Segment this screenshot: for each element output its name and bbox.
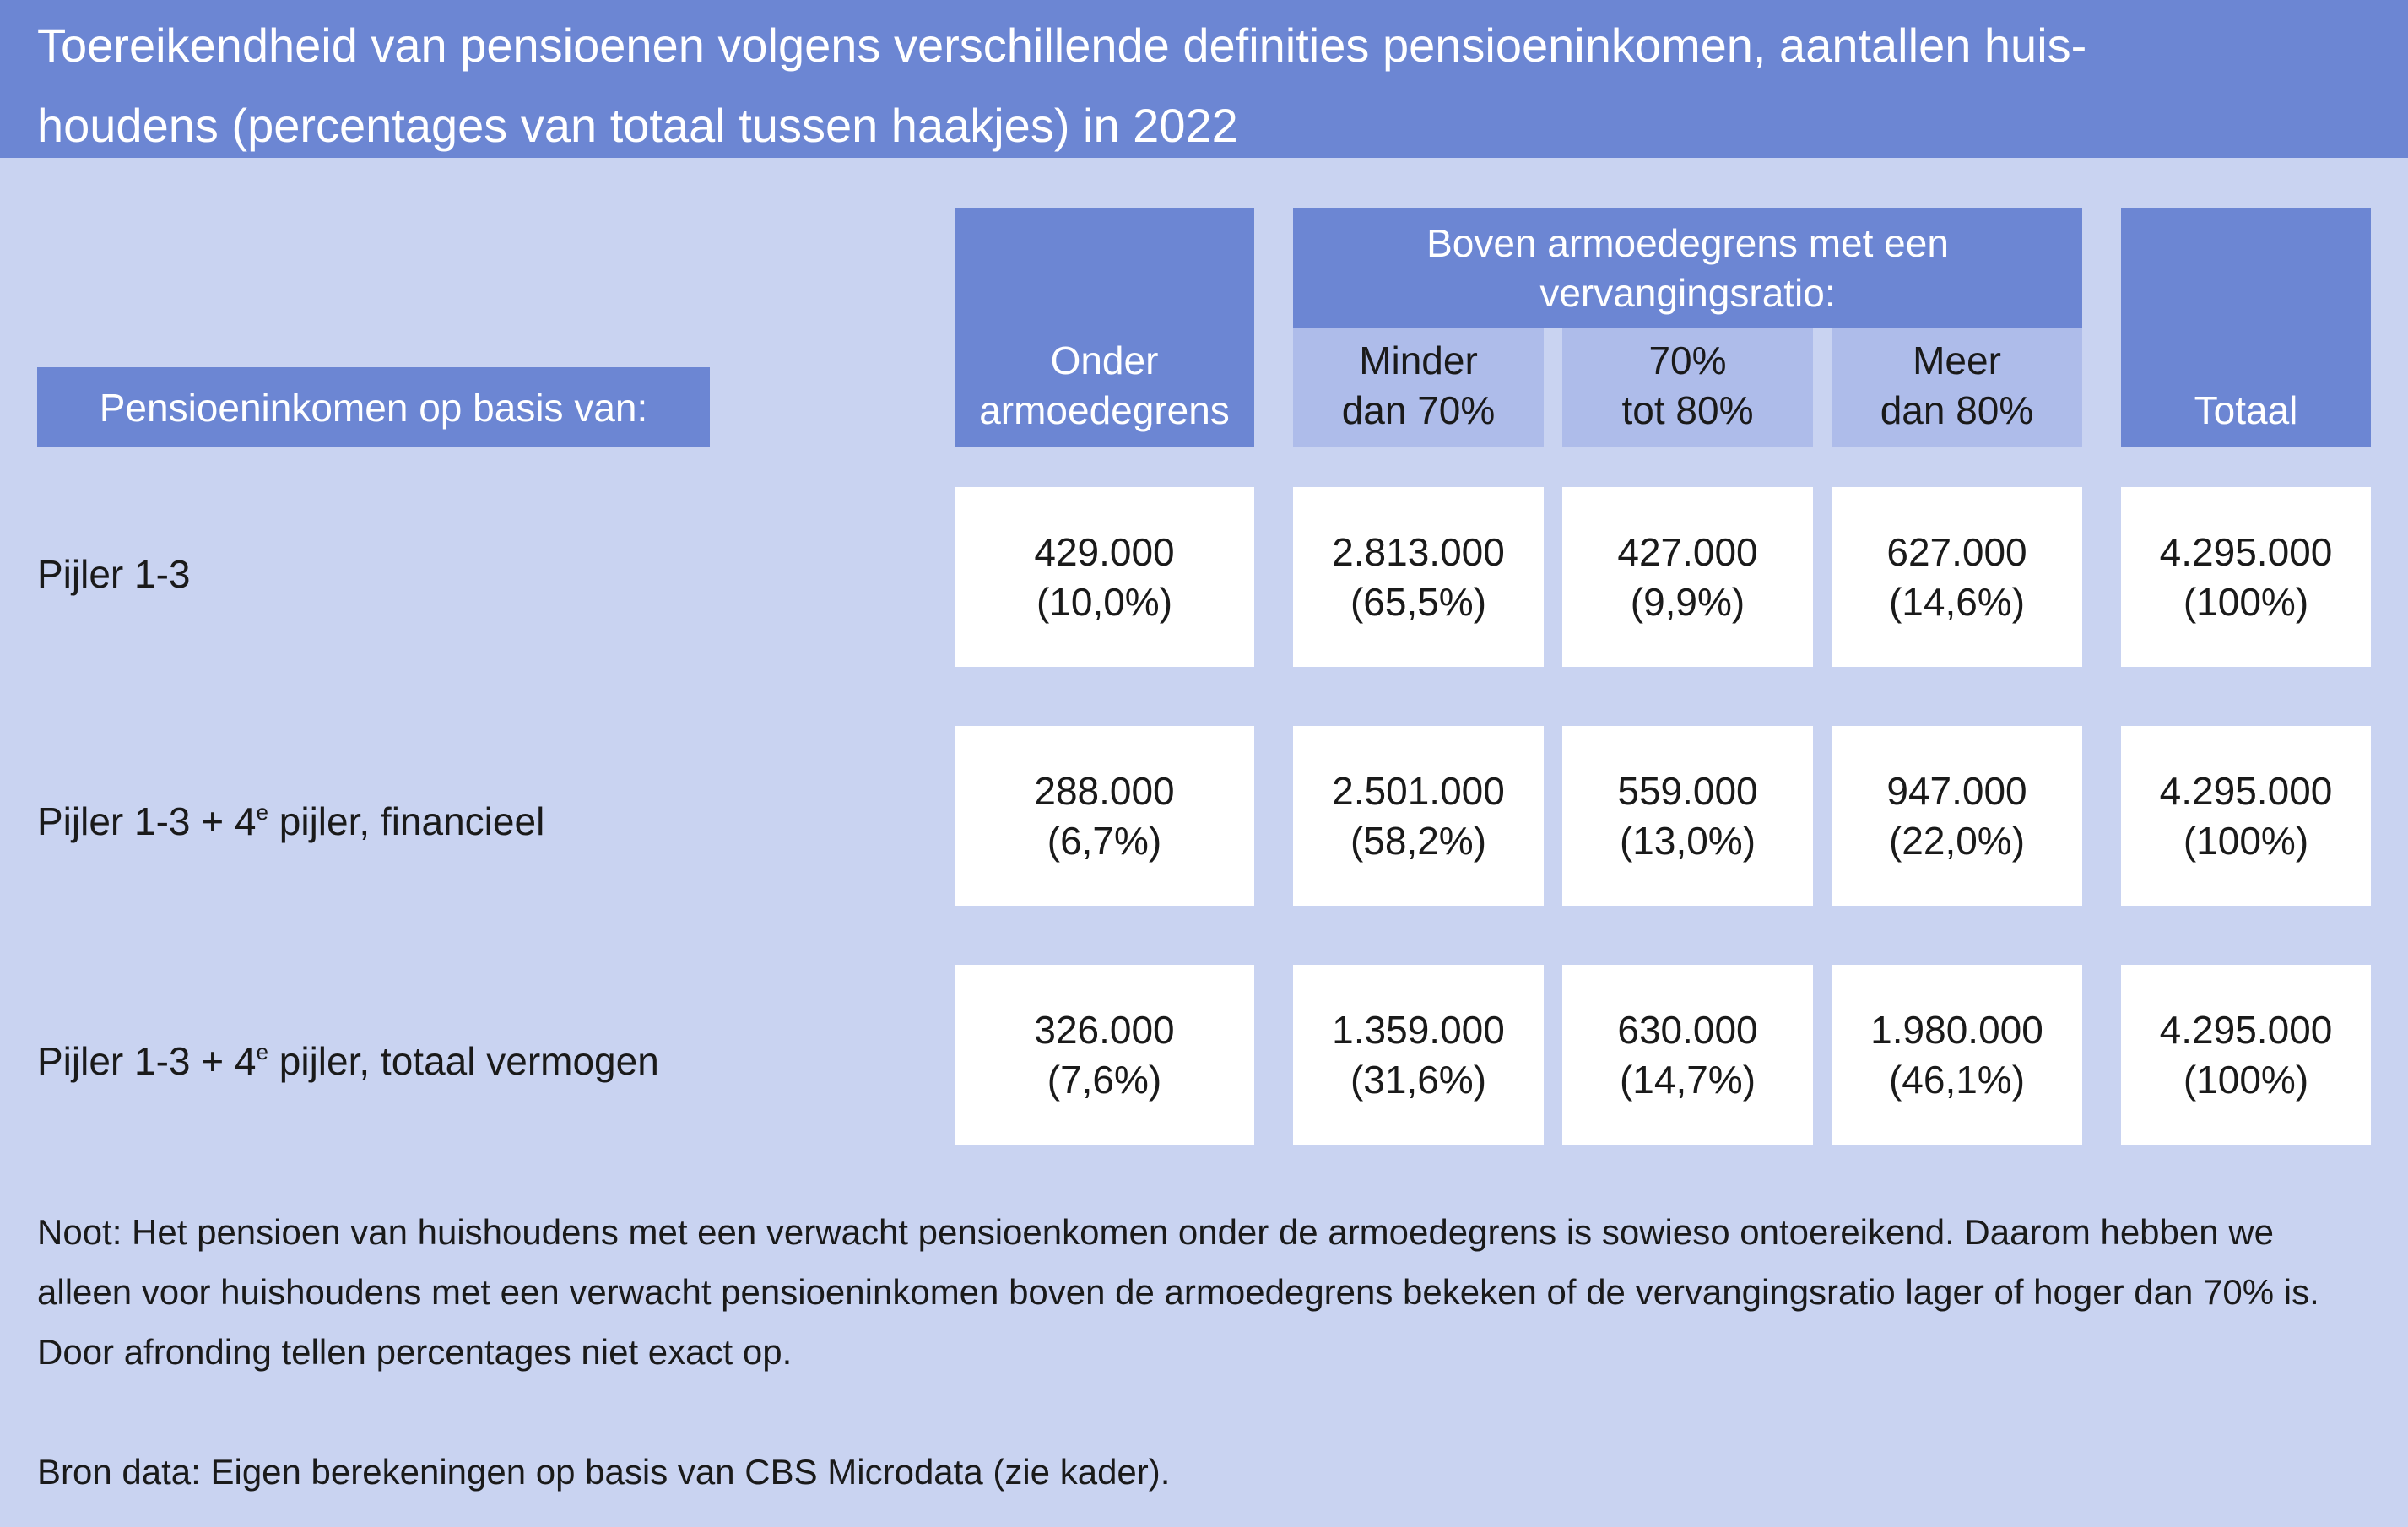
cell-value: 630.000 [1617,1007,1758,1052]
table-cell [955,965,1254,1145]
cell-percentage: (7,6%) [1047,1057,1162,1102]
title-line-1: Toereikendheid van pensioenen volgens verschillende definities pensioeninkomen, aantallen huis- [37,19,2087,72]
cell-value: 559.000 [1617,768,1758,813]
col-header-meer-line1: Meer [1913,338,2001,382]
table-cell [2121,726,2371,906]
cell-percentage: (6,7%) [1047,818,1162,863]
table-cell [1832,965,2082,1145]
cell-percentage: (100%) [2183,579,2309,624]
table-cell [2121,487,2371,667]
cell-percentage: (10,0%) [1036,579,1173,624]
cell-value: 326.000 [1034,1007,1175,1052]
table-cell [955,487,1254,667]
cell-percentage: (14,6%) [1888,579,2026,624]
note-text: Noot: Het pensioen van huishoudens met een verwacht pensioenkomen onder de armoedegrens is sowieso ontoereikend. Daarom hebben we alleen voor huishoudens met een verwacht pensioeninkomen boven de armoedegrens bekeken of de vervangingsratio lager of hoger dan 70% is. Door afronding tellen percentages niet exact op. [37,1212,2319,1372]
cell-value: 1.359.000 [1332,1007,1505,1052]
row-label-2-prefix: Pijler 1-3 + 4 [37,799,257,843]
col-header-boven-line1: Boven armoedegrens met een [1426,221,1949,265]
row-header-label: Pensioeninkomen op basis van: [99,385,648,430]
col-header-onder-line1: Onder [1050,338,1159,382]
cell-value: 947.000 [1886,768,2027,813]
col-header-meer-line2: dan 80% [1880,388,2034,432]
cell-value: 4.295.000 [2159,1007,2333,1052]
cell-percentage: (14,7%) [1619,1057,1756,1102]
col-header-minder-line2: dan 70% [1341,388,1496,432]
cell-percentage: (31,6%) [1350,1057,1487,1102]
row-label-1-text: Pijler 1-3 [37,552,191,596]
row-header [37,367,710,447]
col-header-tussen-line1: 70% [1648,338,1727,382]
cell-percentage: (65,5%) [1350,579,1487,624]
cell-value: 429.000 [1034,529,1175,574]
cell-value: 4.295.000 [2159,768,2333,813]
col-header-minder-line1: Minder [1359,338,1478,382]
table-cell [2121,965,2371,1145]
row-label-1 [37,549,191,599]
table-cell [1293,726,1544,906]
col-header-onder [955,208,1254,447]
cell-percentage: (13,0%) [1619,818,1756,863]
cell-value: 4.295.000 [2159,529,2333,574]
cell-percentage: (100%) [2183,818,2309,863]
col-header-minder [1293,328,1544,447]
row-label-2 [37,787,544,847]
col-header-meer [1832,328,2082,447]
table-cell [1562,487,1813,667]
cell-value: 427.000 [1617,529,1758,574]
title-bar [0,0,2408,158]
table-cell [1293,487,1544,667]
cell-value: 1.980.000 [1870,1007,2043,1052]
cell-percentage: (22,0%) [1888,818,2026,863]
cell-value: 627.000 [1886,529,2027,574]
col-header-onder-line2: armoedegrens [979,388,1230,432]
table-cell [1562,726,1813,906]
cell-percentage: (100%) [2183,1057,2309,1102]
col-header-tussen [1562,328,1813,447]
title-line-2: houdens (percentages van totaal tussen haakjes) in 2022 [37,99,1238,152]
row-label-3 [37,1026,659,1086]
source-text: Bron data: Eigen berekeningen op basis van CBS Microdata (zie kader). [37,1452,1171,1492]
cell-percentage: (9,9%) [1630,579,1745,624]
row-label-3-suffix: pijler, totaal vermogen [268,1039,659,1083]
col-header-totaal-label: Totaal [2194,388,2298,432]
row-label-2-sup: e [256,799,268,825]
cell-value: 2.501.000 [1332,768,1505,813]
page-title [37,5,2371,165]
cell-value: 288.000 [1034,768,1175,813]
cell-value: 2.813.000 [1332,529,1505,574]
row-label-3-sup: e [256,1039,268,1064]
col-header-totaal [2121,208,2371,447]
cell-percentage: (46,1%) [1888,1057,2026,1102]
row-label-3-prefix: Pijler 1-3 + 4 [37,1039,257,1083]
table-cell [1293,965,1544,1145]
table-cell [1562,965,1813,1145]
table-cell [955,726,1254,906]
col-header-boven-group [1293,208,2082,328]
table-cell [1832,726,2082,906]
table-cell [1832,487,2082,667]
row-label-2-suffix: pijler, financieel [268,799,545,843]
col-header-boven-line2: vervangingsratio: [1539,271,1836,315]
cell-percentage: (58,2%) [1350,818,1487,863]
col-header-tussen-line2: tot 80% [1621,388,1754,432]
